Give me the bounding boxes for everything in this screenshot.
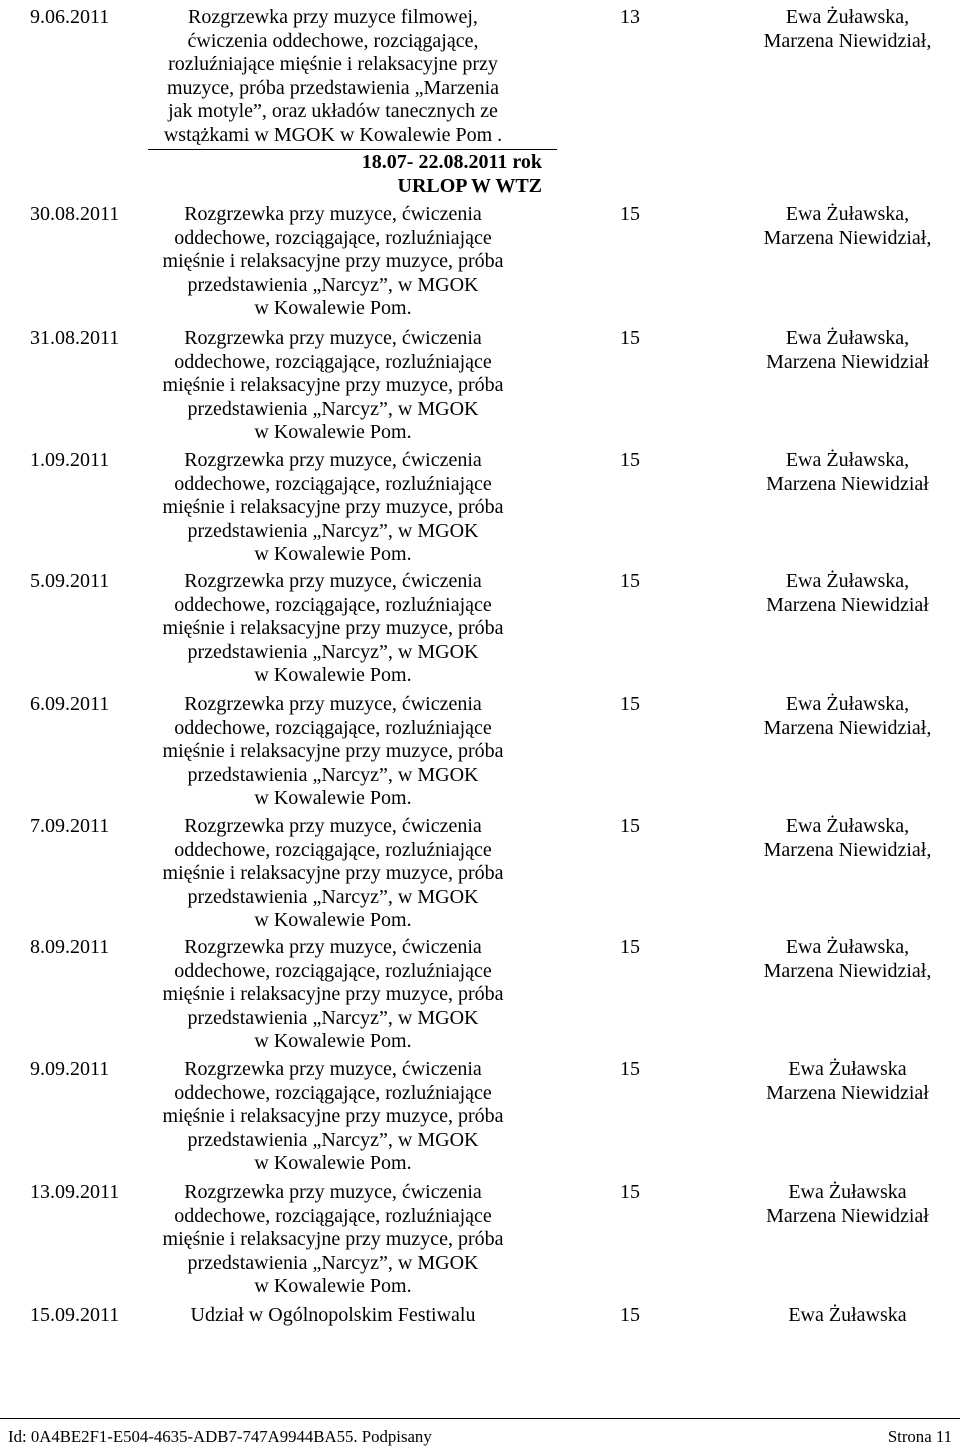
row-staff — [740, 449, 955, 496]
row-description — [153, 449, 513, 567]
row-staff — [740, 203, 955, 250]
row-description — [153, 1181, 513, 1299]
staff-name: Marzena Niewidział — [766, 1204, 929, 1227]
description-line: oddechowe, rozciągające, rozluźniające — [174, 716, 492, 739]
description-line: rozluźniające mięśnie i relaksacyjne przy — [168, 53, 498, 75]
description-line: w Kowalewie Pom. — [254, 664, 412, 686]
activity-row — [0, 570, 960, 686]
description-line: przedstawienia „Narcyz”, w MGOK — [187, 397, 479, 420]
description-line: w Kowalewie Pom. — [254, 1152, 412, 1174]
activity-row — [0, 449, 960, 565]
row-date: 31.08.2011 — [30, 327, 120, 349]
staff-name: Ewa Żuławska, — [785, 203, 910, 225]
staff-name: Marzena Niewidział — [766, 350, 929, 373]
description-line: przedstawienia „Narcyz”, w MGOK — [187, 519, 479, 542]
row-date: 15.09.2011 — [30, 1304, 120, 1326]
participant-count: 15 — [620, 327, 640, 349]
page-number: Strona 11 — [887, 1427, 952, 1446]
description-line: oddechowe, rozciągające, rozluźniające — [174, 350, 492, 373]
description-line: mięśnie i relaksacyjne przy muzyce, próba — [162, 862, 504, 884]
row-description — [153, 570, 513, 688]
row-description — [153, 815, 513, 933]
description-line: mięśnie i relaksacyjne przy muzyce, próba — [162, 374, 504, 396]
description-line: Rozgrzewka przy muzyce, ćwiczenia — [184, 327, 482, 349]
description-line: oddechowe, rozciągające, rozluźniające — [174, 226, 492, 249]
description-line: oddechowe, rozciągające, rozluźniające — [174, 472, 492, 495]
description-line: w Kowalewie Pom. — [254, 1030, 412, 1052]
participant-count: 15 — [620, 1058, 640, 1080]
activity-row — [0, 815, 960, 931]
row-date: 13.09.2011 — [30, 1181, 120, 1203]
participant-count: 15 — [620, 693, 640, 715]
description-line: muzyce, próba przedstawienia „Marzenia — [166, 76, 500, 99]
description-line: w Kowalewie Pom. — [254, 543, 412, 565]
description-line: ćwiczenia oddechowe, rozciągające, — [187, 29, 479, 52]
description-line: mięśnie i relaksacyjne przy muzyce, próba — [162, 496, 504, 518]
description-line: przedstawienia „Narcyz”, w MGOK — [187, 763, 479, 786]
description-line: mięśnie i relaksacyjne przy muzyce, próba — [162, 740, 504, 762]
staff-name: Ewa Żuławska, — [785, 936, 910, 958]
row-date: 7.09.2011 — [30, 815, 110, 837]
staff-name: Ewa Żuławska, — [785, 693, 910, 715]
participant-count: 13 — [620, 6, 640, 28]
row-description — [153, 327, 513, 445]
row-date: 5.09.2011 — [30, 570, 110, 592]
description-line: w Kowalewie Pom. — [254, 421, 412, 443]
description-line: Rozgrzewka przy muzyce, ćwiczenia — [184, 815, 482, 837]
description-line: oddechowe, rozciągające, rozluźniające — [174, 838, 492, 861]
row-date: 9.09.2011 — [30, 1058, 110, 1080]
staff-name: Ewa Żuławska, — [785, 570, 910, 592]
row-staff — [740, 693, 955, 740]
description-line: mięśnie i relaksacyjne przy muzyce, próba — [162, 1105, 504, 1127]
participant-count: 15 — [620, 1304, 640, 1326]
staff-name: Marzena Niewidział, — [763, 29, 932, 52]
staff-name: Ewa Żuławska, — [785, 6, 910, 28]
description-line: Rozgrzewka przy muzyce, ćwiczenia — [184, 203, 482, 225]
staff-name: Ewa Żuławska — [788, 1181, 907, 1203]
leave-label: URLOP W WTZ — [397, 175, 542, 197]
staff-name: Ewa Żuławska, — [785, 815, 910, 837]
description-line: w Kowalewie Pom. — [254, 787, 412, 809]
staff-name: Ewa Żuławska — [788, 1058, 907, 1080]
description-line: Udział w Ogólnopolskim Festiwalu — [190, 1304, 476, 1326]
description-line: Rozgrzewka przy muzyce, ćwiczenia — [184, 570, 482, 592]
row-staff — [740, 815, 955, 862]
activity-row — [0, 693, 960, 809]
row-staff — [740, 1304, 955, 1328]
row-staff — [740, 6, 955, 53]
activity-row — [0, 6, 960, 146]
row-staff — [740, 570, 955, 617]
row-description — [153, 1058, 513, 1176]
row-description — [153, 693, 513, 811]
row-staff — [740, 1058, 955, 1105]
separator-line — [148, 149, 557, 150]
document-id: Id: 0A4BE2F1-E504-4635-ADB7-747A9944BA55. Podpisany — [8, 1427, 432, 1446]
description-line: przedstawienia „Narcyz”, w MGOK — [187, 273, 479, 296]
description-line: przedstawienia „Narcyz”, w MGOK — [187, 1128, 479, 1151]
description-line: oddechowe, rozciągające, rozluźniające — [174, 593, 492, 616]
staff-name: Marzena Niewidział, — [763, 838, 932, 861]
description-line: przedstawienia „Narcyz”, w MGOK — [187, 1006, 479, 1029]
row-date: 8.09.2011 — [30, 936, 110, 958]
description-line: w Kowalewie Pom. — [254, 909, 412, 931]
activity-row — [0, 1181, 960, 1297]
description-line: oddechowe, rozciągające, rozluźniające — [174, 959, 492, 982]
description-line: w Kowalewie Pom. — [254, 1275, 412, 1297]
participant-count: 15 — [620, 449, 640, 471]
description-line: Rozgrzewka przy muzyce, ćwiczenia — [184, 449, 482, 471]
description-line: oddechowe, rozciągające, rozluźniające — [174, 1204, 492, 1227]
footer-rule — [0, 1418, 960, 1419]
description-line: przedstawienia „Narcyz”, w MGOK — [187, 640, 479, 663]
staff-name: Marzena Niewidział — [766, 593, 929, 616]
row-staff — [740, 936, 955, 983]
row-description — [153, 1304, 513, 1328]
activity-row — [0, 327, 960, 443]
staff-name: Ewa Żuławska — [788, 1304, 907, 1326]
description-line: mięśnie i relaksacyjne przy muzyce, próba — [162, 1228, 504, 1250]
description-line: Rozgrzewka przy muzyce, ćwiczenia — [184, 1181, 482, 1203]
description-line: mięśnie i relaksacyjne przy muzyce, próba — [162, 617, 504, 639]
description-line: jak motyle”, oraz układów tanecznych ze — [168, 100, 498, 122]
description-line: Rozgrzewka przy muzyce, ćwiczenia — [184, 1058, 482, 1080]
participant-count: 15 — [620, 815, 640, 837]
row-description — [153, 6, 513, 147]
staff-name: Marzena Niewidział — [766, 1081, 929, 1104]
activity-row — [0, 1304, 960, 1326]
participant-count: 15 — [620, 570, 640, 592]
row-date: 30.08.2011 — [30, 203, 120, 225]
description-line: Rozgrzewka przy muzyce filmowej, — [188, 6, 478, 28]
staff-name: Ewa Żuławska, — [785, 449, 910, 471]
row-staff — [740, 327, 955, 374]
staff-name: Ewa Żuławska, — [785, 327, 910, 349]
description-line: w Kowalewie Pom. — [254, 297, 412, 319]
row-staff — [740, 1181, 955, 1228]
participant-count: 15 — [620, 936, 640, 958]
description-line: mięśnie i relaksacyjne przy muzyce, próba — [162, 983, 504, 1005]
staff-name: Marzena Niewidział, — [763, 226, 932, 249]
staff-name: Marzena Niewidział, — [763, 716, 932, 739]
description-line: przedstawienia „Narcyz”, w MGOK — [187, 1251, 479, 1274]
activity-row — [0, 1058, 960, 1174]
description-line: wstążkami w MGOK w Kowalewie Pom . — [163, 123, 503, 146]
activity-row — [0, 936, 960, 1052]
description-line: mięśnie i relaksacyjne przy muzyce, próba — [162, 250, 504, 272]
row-date: 1.09.2011 — [30, 449, 110, 471]
row-date: 6.09.2011 — [30, 693, 110, 715]
participant-count: 15 — [620, 203, 640, 225]
staff-name: Marzena Niewidział, — [763, 959, 932, 982]
row-description — [153, 936, 513, 1054]
leave-period: 18.07- 22.08.2011 rok — [361, 151, 542, 173]
participant-count: 15 — [620, 1181, 640, 1203]
description-line: Rozgrzewka przy muzyce, ćwiczenia — [184, 693, 482, 715]
description-line: oddechowe, rozciągające, rozluźniające — [174, 1081, 492, 1104]
description-line: Rozgrzewka przy muzyce, ćwiczenia — [184, 936, 482, 958]
row-description — [153, 203, 513, 321]
row-date: 9.06.2011 — [30, 6, 110, 28]
description-line: przedstawienia „Narcyz”, w MGOK — [187, 885, 479, 908]
activity-row — [0, 203, 960, 319]
staff-name: Marzena Niewidział — [766, 472, 929, 495]
